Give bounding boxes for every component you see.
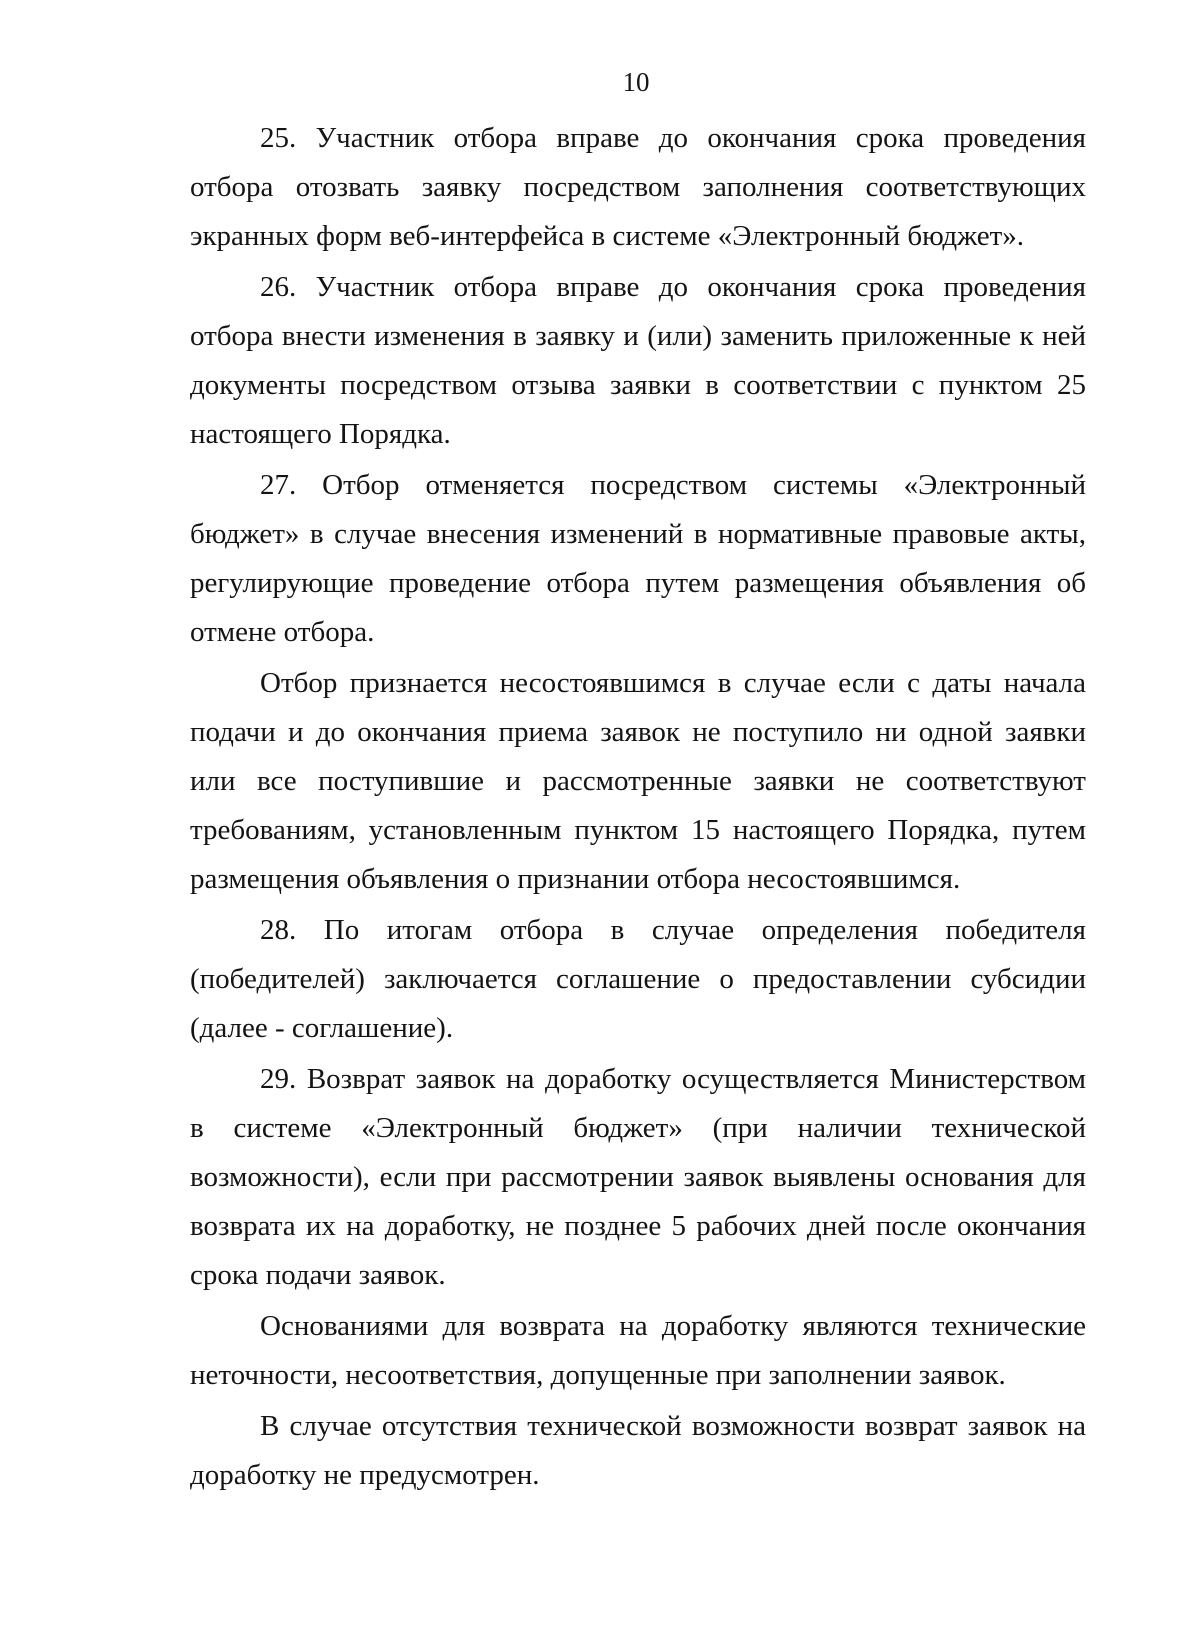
paragraph-26: 26. Участник отбора вправе до окончания срока проведения отбора внести изменения в заявку и (или) заменить приложенные к ней документы посредством отзыва заявки в соответствии с пунктом 25 настоящего Порядка. bbox=[190, 271, 1086, 450]
paragraph-29-no-capability: В случае отсутствия технической возможности возврат заявок на доработку не предусмотрен. bbox=[190, 1410, 1086, 1491]
paragraph-29-grounds: Основаниями для возврата на доработку являются технические неточности, несоответствия, допущенные при заполнении заявок. bbox=[190, 1310, 1086, 1391]
document-body bbox=[190, 114, 1086, 1502]
page-number: 10 bbox=[622, 67, 650, 97]
paragraph-29: 29. Возврат заявок на доработку осуществляется Министерством в системе «Электронный бюджет» (при наличии технической возможности), если при рассмотрении заявок выявлены основания для возврата их на доработку, не позднее 5 рабочих дней после окончания срока подачи заявок. bbox=[190, 1063, 1086, 1291]
paragraph-25: 25. Участник отбора вправе до окончания срока проведения отбора отозвать заявку посредством заполнения соответствующих экранных форм веб-интерфейса в системе «Электронный бюджет». bbox=[190, 122, 1086, 252]
paragraph-28: 28. По итогам отбора в случае определения победителя (победителей) заключается соглашение о предоставлении субсидии (далее - соглашение). bbox=[190, 914, 1086, 1044]
paragraph-27: 27. Отбор отменяется посредством системы «Электронный бюджет» в случае внесения изменений в нормативные правовые акты, регулирующие проведение отбора путем размещения объявления об отмене отбора. bbox=[190, 469, 1086, 648]
paragraph-27-continued: Отбор признается несостоявшимся в случае если с даты начала подачи и до окончания приема заявок не поступило ни одной заявки или все поступившие и рассмотренные заявки не соответствуют требованиям, установленным пунктом 15 настоящего Порядка, путем размещения объявления о признании отбора несостоявшимся. bbox=[190, 667, 1086, 895]
